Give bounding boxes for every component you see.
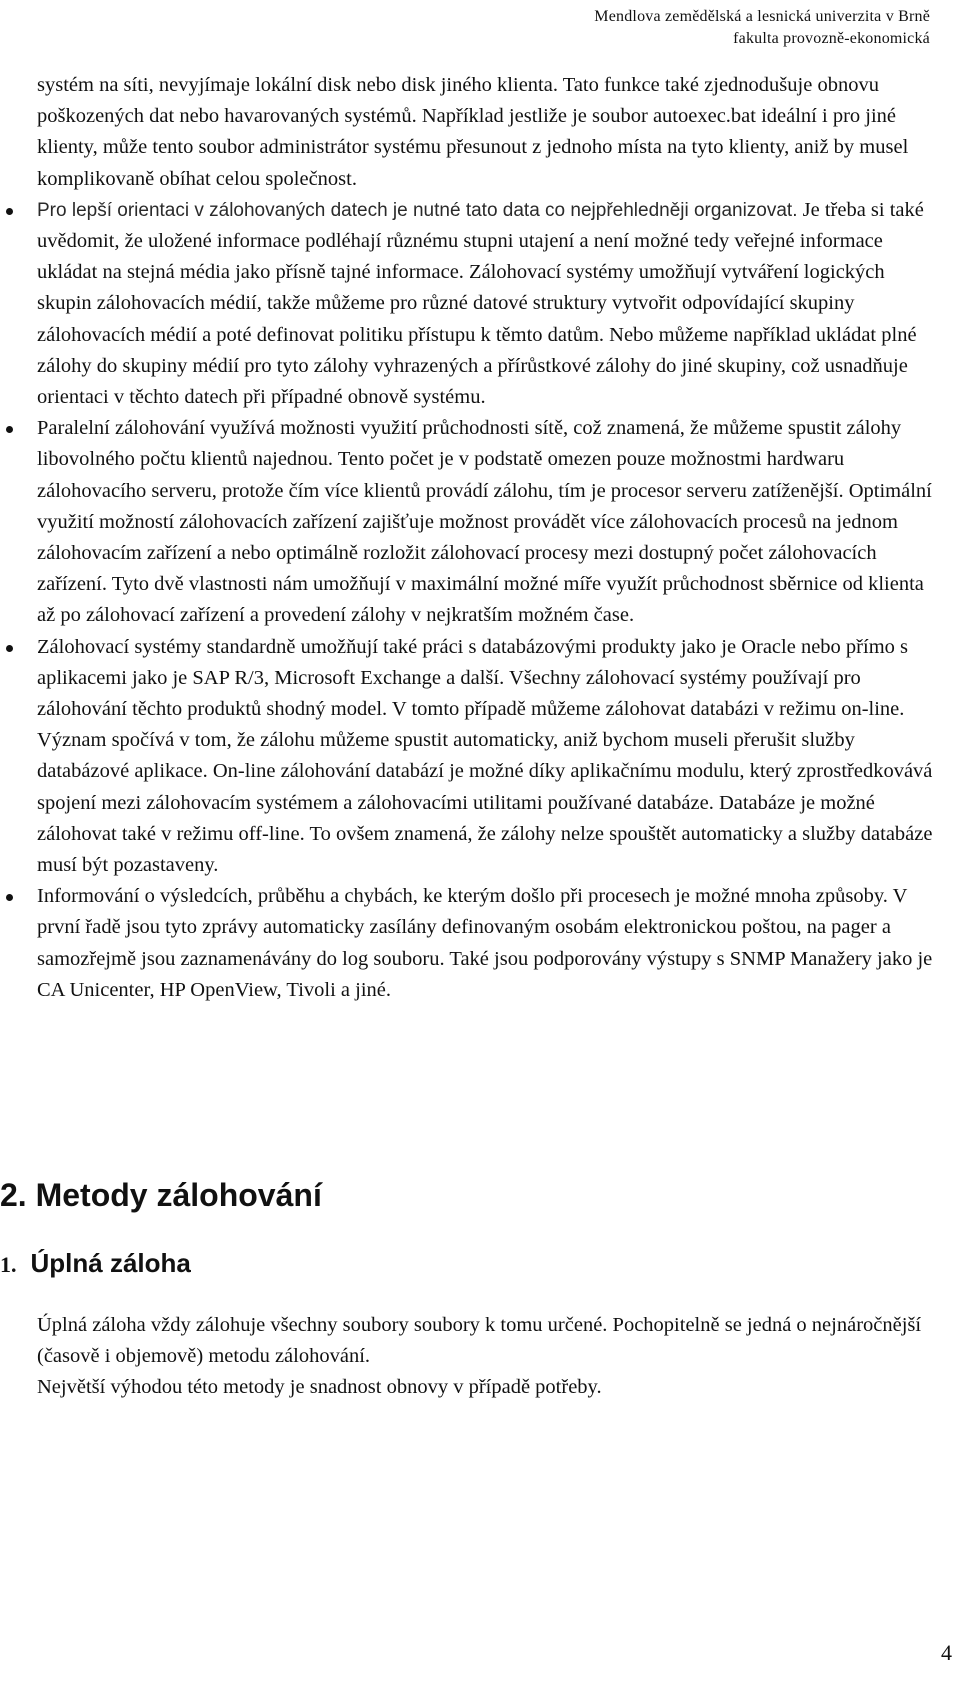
paragraph: Největší výhodou této metody je snadnost obnovy v případě potřeby. <box>37 1376 602 1399</box>
section-text <box>37 1310 937 1404</box>
bullet-text: Zálohovací systémy standardně umožňují také práci s databázovými produkty jako je Oracle nebo přímo s aplikacemi jako je SAP R/3, Microsoft Exchange a další. Všechny zálohovací systémy používají pro zálohování těchto produktů shodný model. V tomto případě můžeme zálohovat databázi v režimu on-line. Význam spočívá v tom, že zálohu můžeme spustit automaticky, aniž bychom museli přerušit služby databázové aplikace. On-line zálohování databází je možné díky aplikačnímu modulu, který zprostředkovává spojení mezi zálohovacím systémem a zálohovacími utilitami používané databáze. Databáze je možné zálohovat také v režimu off-line. To ovšem znamená, že zálohy nelze spouštět automaticky a služby databáze musí být pozastaveny. <box>37 635 933 877</box>
subsection-title: Úplná záloha <box>30 1248 191 1278</box>
continuation-paragraph: systém na síti, nevyjímaje lokální disk nebo disk jiného klienta. Tato funkce také zjednodušuje obnovu poškozených dat nebo havarovaných systémů. Například jestliže je soubor autoexec.bat ideální i pro jiné klienty, může tento soubor administrátor systému přesunout z jednoho místa na tyto klienty, aniž by musel komplikovaně obíhat celou společnost. <box>37 74 909 190</box>
bullet-list <box>37 195 937 1006</box>
header-university: Mendlova zemědělská a lesnická univerzita v Brně <box>594 8 930 25</box>
list-item <box>37 632 937 882</box>
list-item <box>37 195 937 413</box>
subsection-number: 1. <box>0 1252 17 1277</box>
page-number: 4 <box>941 1640 952 1665</box>
section-heading: 2. Metody zálohování <box>0 1177 322 1213</box>
header-faculty: fakulta provozně-ekonomická <box>733 30 930 47</box>
bullet-text: Je třeba si také uvědomit, že uložené informace podléhají různému stupni utajení a není možné tedy veřejné informace ukládat na stejná média jako přísně tajné informace. Zálohovací systémy umožňují vytváření logických skupin zálohovacích médií, takže můžeme pro různé datové struktury vytvořit odpovídající skupiny zálohovacích médií a poté definovat politiku přístupu k těmto datům. Nebo můžeme například ukládat plné zálohy do skupiny médií pro tyto zálohy vyhrazených a přírůstkové zálohy do jiné skupiny, což usnadňuje orientaci v těchto datech při případné obnově systému. <box>37 198 924 409</box>
body-content <box>37 70 937 1006</box>
list-item <box>37 881 937 1006</box>
bullet-text: Informování o výsledcích, průběhu a chybách, ke kterým došlo při procesech je možné mnoha způsoby. V první řadě jsou tyto zprávy automaticky zasílány definovaným osobám elektronickou poštou, na pager a samozřejmě jsou zaznamenávány do log souboru. Také jsou podporovány výstupy s SNMP Manažery jako je CA Unicenter, HP OpenView, Tivoli a jiné. <box>37 885 933 1001</box>
bullet-text: Paralelní zálohování využívá možnosti využití průchodnosti sítě, což znamená, že můžeme spustit zálohy libovolného počtu klientů najednou. Tento počet je v podstatě omezen pouze možnostmi hardwaru zálohovacího serveru, protože čím více klientů provádí zálohu, tím je procesor serveru zatíženější. Optimální využití možností zálohovacích zařízení zajišťuje možnost provádět více zálohovacích procesů na jednom zálohovacím zařízení a nebo optimálně rozložit zálohovací procesy mezi dostupný počet zálohovacích zařízení. Tyto dvě vlastnosti nám umožňují v maximální možné míře využít průchodnost sběrnice od klienta až po zálohovací zařízení a provedení zálohy v nejkratším možném čase. <box>37 417 932 627</box>
bullet-icon <box>6 645 13 652</box>
subsection-heading <box>0 1241 191 1285</box>
bullet-lead-text: Pro lepší orientaci v zálohovaných datech je nutné tato data co nejpřehledněji organizovat. <box>37 199 798 221</box>
list-item <box>37 413 937 631</box>
bullet-icon <box>6 208 13 215</box>
bullet-icon <box>6 426 13 433</box>
bullet-icon <box>6 894 13 901</box>
page-header <box>330 6 930 50</box>
paragraph: Úplná záloha vždy zálohuje všechny soubory soubory k tomu určené. Pochopitelně se jedná o nejnáročnější (časově i objemově) metodu zálohování. <box>37 1314 922 1368</box>
